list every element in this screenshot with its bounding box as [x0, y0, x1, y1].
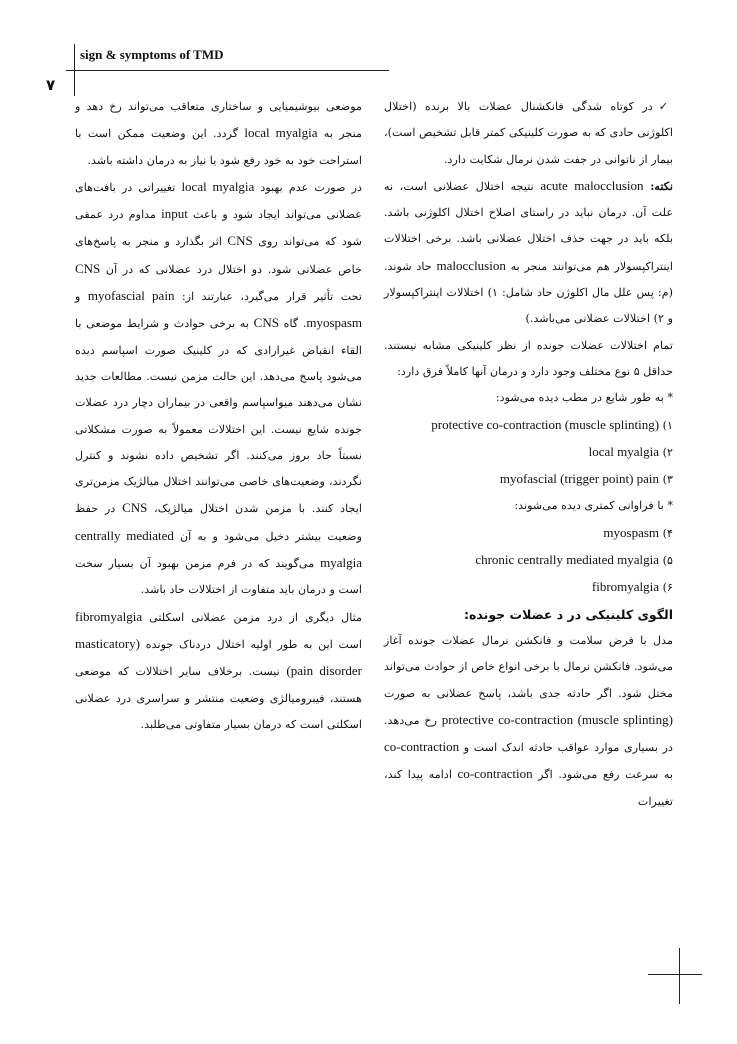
- list-item-text: myofascial (trigger point) pain: [499, 471, 660, 487]
- paragraph-model: مدل با فرض سلامت و فانکشن نرمال عضلات جونده آغاز می‌شود. فانکشن نرمال با برخی انواع خاص از حوادث می‌تواند مختل شود. اگر حادثه جدی باشد، پاسخ عضلانی به صورت protective co-contraction (muscle splinting) رخ می‌دهد. در بسیاری موارد عواقب حادثه اندک است و co-contraction به سرعت رفع می‌شود. اگر co-contraction ادامه پیدا کند، تغییرات: [384, 633, 674, 808]
- running-title: sign & symptoms of TMD: [80, 47, 224, 62]
- check-mark-icon: ✓: [658, 100, 674, 113]
- note-label: نکته:: [650, 178, 673, 193]
- list-item: [384, 520, 673, 547]
- section-heading: الگوی کلینیکی در د عضلات جونده:: [464, 606, 673, 622]
- list-item: [384, 466, 673, 493]
- list-item-text: fibromyalgia: [591, 579, 660, 595]
- list-item-text: local myalgia: [588, 443, 660, 459]
- page-number: ۷: [46, 76, 56, 94]
- left-column: [75, 94, 362, 738]
- common-intro: * به طور شایع در مطب دیده می‌شود:: [495, 391, 673, 405]
- list-item: [384, 439, 673, 466]
- list-item-number: ۶): [662, 581, 673, 595]
- list-item-number: ۵): [662, 554, 673, 568]
- crop-mark-vertical: [679, 948, 680, 1004]
- list-item: [384, 574, 673, 601]
- list-item-number: ۲): [662, 445, 673, 459]
- paragraph-cns: در صورت عدم بهبود local myalgia تغییراتی در بافت‌های عضلانی می‌تواند ایجاد شود و باعث input مداوم درد عمقی شود که می‌تواند روی CNS اثر بگذارد و منجر به پاسخ‌های خاص عضلانی شود. دو اختلال درد عضلانی که در آن CNS تحت تأثیر قرار می‌گیرد، عبارتند از: myofascial pain و myospasm. گاه CNS به برخی حوادث و شرایط موضعی با القاء انقباض غیرارادی که در کلینیک صورت اسپاسم دیده می‌شود پاسخ می‌دهد. این حالت مزمن نیست. مطالعات جدید نشان می‌دهند میواسپاسم واقعی در بیماران دچار درد عضلات جونده شایع نیست. این اختلالات معمولاً به صورت مشکلاتی نسبتاً حاد بروز می‌کنند. اگر تشخیص داده نشوند و کنترل نگردند، وضعیت‌های خاصی می‌توانند اختلال میالژیک مزمن‌تری ایجاد کنند. با مزمن شدن اختلال میالژیک، CNS در حفظ وضعیت بیشتر دخیل می‌شود و به آن centrally mediated myalgia می‌گویند که در فرم مزمن بهبود آن بسیار سخت است و درمان باید متفاوت از اختلالات حاد باشد.: [75, 178, 363, 597]
- header-rule: [66, 70, 389, 71]
- paragraph-short-muscle: ✓در کوتاه شدگی فانکشنال عضلات بالا برنده (اختلال اکلوژنی حادی که به صورت کلینیکی کمتر قابل تشخیص است)، بیمار از ناتوانی در جفت شدن نرمال شکایت دارد.: [384, 100, 674, 166]
- list-item-number: ۱): [662, 418, 673, 432]
- rare-intro: * با فراوانی کمتری دیده می‌شوند:: [514, 499, 673, 513]
- right-column: [384, 94, 673, 815]
- crop-mark-horizontal: [648, 974, 702, 975]
- list-item: [384, 547, 673, 574]
- note-paragraph: نکته: acute malocclusion نتیجه اختلال عضلانی است، نه علت آن. درمان نباید در راستای اصلاح اختلال اکلوژنی باشد. بلکه باید در جهت حذف اختلال عضلانی باشد. برخی اختلالات اینتراکپسولار هم می‌توانند منجر به malocclusion حاد شوند. (م: پس علل مال اکلوژن حاد شامل: ۱) اختلالات اینتراکپسولار و ۲) اختلالات عضلانی می‌باشد.): [384, 177, 674, 326]
- list-item-number: ۳): [662, 473, 673, 487]
- list-item-number: ۴): [662, 526, 673, 540]
- paragraph-disorder-types: تمام اختلالات عضلات جونده از نظر کلینیکی مشابه نیستند. حداقل ۵ نوع مختلف وجود دارد و درمان آنها کاملاً فرق دارد:: [384, 338, 673, 378]
- list-item: [384, 412, 673, 439]
- paragraph-fibromyalgia: مثال دیگری از درد مزمن عضلانی اسکلتی fibromyalgia است این به طور اولیه اختلال دردناک جونده (masticatory pain disorder) نیست. برخلاف سایر اختلالات که موضعی هستند، فیبرومیالژی وضعیت منتشر و سراسری درد عضلانی اسکلتی است که درمان بسیار متفاوتی می‌طلبد.: [75, 608, 362, 731]
- rare-disorders-list: [384, 520, 673, 602]
- paragraph-local-myalgia: موضعی بیوشیمیایی و ساختاری متعاقب می‌تواند رخ دهد و منجر به local myalgia گردد. این وضعیت ممکن است با استراحت خود به خود رفع شود یا نیاز به درمان داشته باشد.: [75, 100, 363, 167]
- list-item-text: chronic centrally mediated myalgia: [475, 552, 660, 568]
- list-item-text: myospasm: [603, 524, 660, 540]
- list-item-text: protective co-contraction (muscle splinting): [431, 416, 660, 432]
- common-disorders-list: [384, 412, 673, 494]
